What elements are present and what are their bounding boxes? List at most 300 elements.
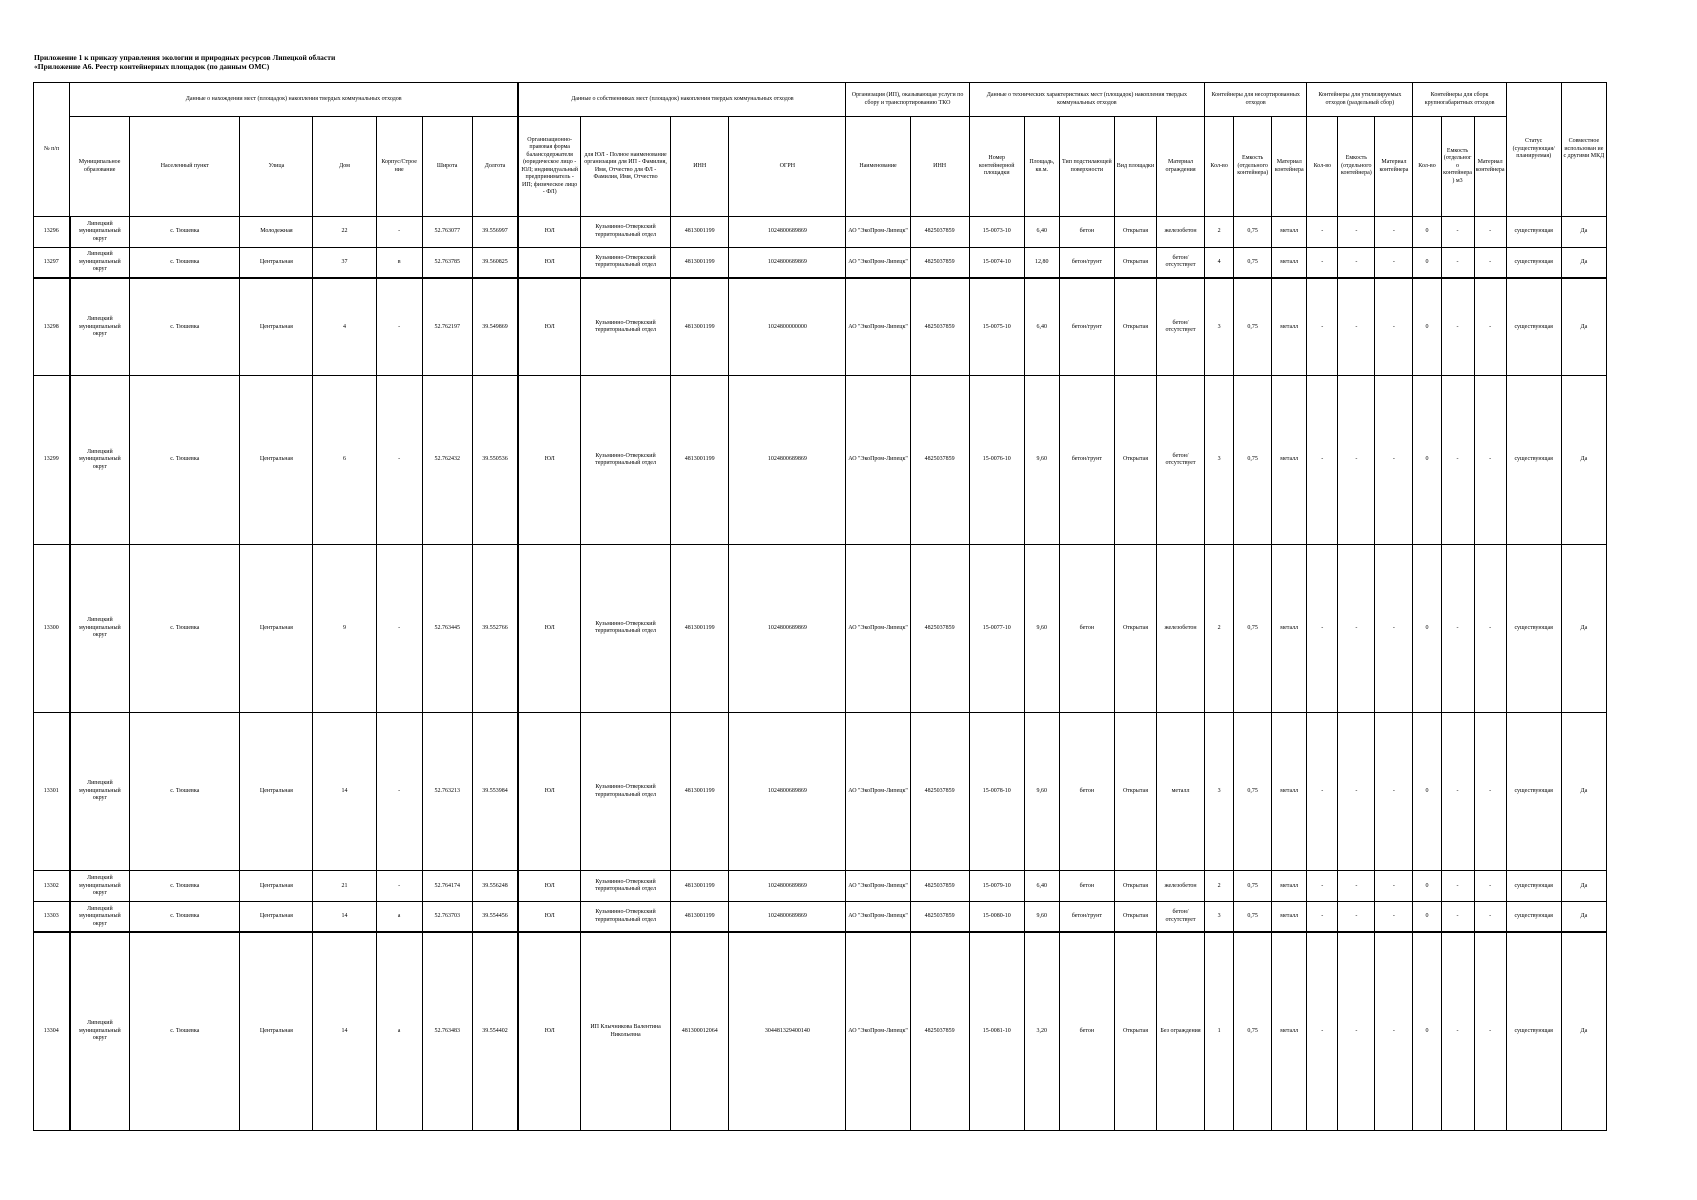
- header-group-bulky: Контейнеры для сборк крупногабаритных отходов: [1413, 83, 1506, 117]
- column-header: Площадь, кв.м.: [1024, 117, 1059, 217]
- cell-m3: -: [1474, 544, 1506, 712]
- cell-m1: металл: [1272, 217, 1307, 248]
- cell-org: АО "ЭкоПром-Липецк": [846, 278, 910, 376]
- cell-c3: -: [1441, 247, 1474, 278]
- cell-status: существующая: [1506, 871, 1561, 902]
- cell-org-inn: 4825037859: [910, 376, 969, 544]
- cell-pad: 15-0080-10: [969, 902, 1024, 933]
- cell-q2: -: [1307, 713, 1338, 871]
- cell-fence: железобетон: [1156, 871, 1204, 902]
- cell-lon: 39.550536: [472, 376, 518, 544]
- cell-m2: -: [1375, 713, 1413, 871]
- cell-ogrn: 1024800689869: [729, 871, 846, 902]
- cell-c2: -: [1338, 932, 1375, 1130]
- table-row: [34, 902, 1607, 933]
- cell-kind: Открытая: [1114, 278, 1156, 376]
- cell-owner: Кузьминно-Отверкский территориальный отдел: [580, 871, 670, 902]
- cell-org: АО "ЭкоПром-Липецк": [846, 247, 910, 278]
- cell-owner: Кузьминно-Отверкский территориальный отдел: [580, 278, 670, 376]
- cell-house: 14: [313, 713, 376, 871]
- header-group-utilized: Контейнеры для утилизируемых отходов (раздельный сбор): [1307, 83, 1413, 117]
- cell-area: 3,20: [1024, 932, 1059, 1130]
- column-header: Номер контейнерной площадки: [969, 117, 1024, 217]
- cell-surface: бетон/грунт: [1059, 247, 1114, 278]
- cell-pad: 15-0077-10: [969, 544, 1024, 712]
- cell-c2: -: [1338, 544, 1375, 712]
- cell-q1: 2: [1205, 871, 1234, 902]
- cell-org: АО "ЭкоПром-Липецк": [846, 713, 910, 871]
- cell-kind: Открытая: [1114, 247, 1156, 278]
- cell-lon: 39.556997: [472, 217, 518, 248]
- cell-q2: -: [1307, 932, 1338, 1130]
- cell-c3: -: [1441, 376, 1474, 544]
- table-row: [34, 932, 1607, 1130]
- cell-area: 9,60: [1024, 376, 1059, 544]
- cell-m3: -: [1474, 247, 1506, 278]
- cell-area: 9,60: [1024, 544, 1059, 712]
- cell-ogrn: 1024800689869: [729, 247, 846, 278]
- header-group-org: Организация (ИП), оказывающая услуги по сбору и транспортированию ТКО: [846, 83, 969, 117]
- cell-form: ЮЛ: [518, 247, 580, 278]
- table-row: [34, 871, 1607, 902]
- cell-lat: 52.763483: [422, 932, 472, 1130]
- cell-org-inn: 4825037859: [910, 932, 969, 1130]
- cell-kind: Открытая: [1114, 376, 1156, 544]
- cell-mo: Липецкий муниципальный округ: [70, 871, 130, 902]
- column-header: ИНН: [910, 117, 969, 217]
- column-header: Муниципальное образование: [70, 117, 130, 217]
- cell-m2: -: [1375, 376, 1413, 544]
- cell-org: АО "ЭкоПром-Липецк": [846, 932, 910, 1130]
- header-group-unsorted: Контейнеры для несортированных отходов: [1205, 83, 1307, 117]
- cell-status: существующая: [1506, 544, 1561, 712]
- cell-lat: 52.763445: [422, 544, 472, 712]
- cell-n: 13302: [34, 871, 70, 902]
- cell-n: 13304: [34, 932, 70, 1130]
- cell-lat: 52.762197: [422, 278, 472, 376]
- header-group-owner: Данные о собственниках мест (площадок) накопления твердых коммунальных отходов: [518, 83, 846, 117]
- header-group-location: Данные о нахождении мест (площадок) накопления твердых коммунальных отходов: [70, 83, 519, 117]
- cell-status: существующая: [1506, 902, 1561, 933]
- cell-owner: Кузьминно-Отверкский территориальный отдел: [580, 217, 670, 248]
- cell-owner: Кузьминно-Отверкский территориальный отдел: [580, 544, 670, 712]
- cell-street: Центральная: [240, 713, 313, 871]
- column-header: Материал контейнера: [1272, 117, 1307, 217]
- cell-q1: 2: [1205, 217, 1234, 248]
- cell-lon: 39.552766: [472, 544, 518, 712]
- cell-ogrn: 1024800689869: [729, 376, 846, 544]
- table-row: [34, 247, 1607, 278]
- cell-m1: металл: [1272, 932, 1307, 1130]
- cell-mo: Липецкий муниципальный округ: [70, 544, 130, 712]
- cell-org: АО "ЭкоПром-Липецк": [846, 544, 910, 712]
- cell-c3: -: [1441, 713, 1474, 871]
- cell-lon: 39.560825: [472, 247, 518, 278]
- cell-pad: 15-0075-10: [969, 278, 1024, 376]
- cell-q1: 2: [1205, 544, 1234, 712]
- cell-c1: 0,75: [1234, 247, 1272, 278]
- cell-org: АО "ЭкоПром-Липецк": [846, 376, 910, 544]
- column-header: Тип подстилающей поверхности: [1059, 117, 1114, 217]
- column-header: Материал контейнера: [1375, 117, 1413, 217]
- cell-np: с. Тюшевка: [130, 217, 240, 248]
- cell-m2: -: [1375, 871, 1413, 902]
- cell-status: существующая: [1506, 217, 1561, 248]
- cell-q3: 0: [1413, 902, 1441, 933]
- cell-org-inn: 4825037859: [910, 871, 969, 902]
- cell-c2: -: [1338, 376, 1375, 544]
- cell-area: 9,60: [1024, 902, 1059, 933]
- column-header: Кол-во: [1307, 117, 1338, 217]
- cell-q1: 1: [1205, 932, 1234, 1130]
- cell-fence: Без ограждения: [1156, 932, 1204, 1130]
- column-header: Кол-во: [1205, 117, 1234, 217]
- cell-c1: 0,75: [1234, 932, 1272, 1130]
- cell-m1: металл: [1272, 871, 1307, 902]
- cell-house: 4: [313, 278, 376, 376]
- header-shared: Совместное использован ие с другими МКД: [1561, 83, 1606, 217]
- cell-c2: -: [1338, 713, 1375, 871]
- cell-form: ЮЛ: [518, 713, 580, 871]
- cell-mo: Липецкий муниципальный округ: [70, 713, 130, 871]
- cell-np: с. Тюшевка: [130, 247, 240, 278]
- cell-pad: 15-0078-10: [969, 713, 1024, 871]
- cell-house: 37: [313, 247, 376, 278]
- cell-street: Центральная: [240, 278, 313, 376]
- cell-c1: 0,75: [1234, 902, 1272, 933]
- cell-shared: Да: [1561, 902, 1606, 933]
- column-header: Вид площадки: [1114, 117, 1156, 217]
- cell-street: Центральная: [240, 247, 313, 278]
- cell-m2: -: [1375, 217, 1413, 248]
- cell-inn: 4813001199: [671, 247, 729, 278]
- cell-m3: -: [1474, 376, 1506, 544]
- cell-street: Центральная: [240, 376, 313, 544]
- cell-pad: 15-0081-10: [969, 932, 1024, 1130]
- cell-np: с. Тюшевка: [130, 902, 240, 933]
- cell-np: с. Тюшевка: [130, 278, 240, 376]
- cell-c3: -: [1441, 217, 1474, 248]
- cell-q1: 3: [1205, 902, 1234, 933]
- cell-c2: -: [1338, 217, 1375, 248]
- cell-korp: -: [376, 713, 422, 871]
- cell-mo: Липецкий муниципальный округ: [70, 376, 130, 544]
- cell-kind: Открытая: [1114, 932, 1156, 1130]
- cell-surface: бетон: [1059, 871, 1114, 902]
- cell-np: с. Тюшевка: [130, 871, 240, 902]
- cell-q3: 0: [1413, 247, 1441, 278]
- cell-inn: 4813001199: [671, 278, 729, 376]
- cell-area: 6,40: [1024, 871, 1059, 902]
- cell-inn: 4813001199: [671, 544, 729, 712]
- cell-inn: 4813001199: [671, 713, 729, 871]
- cell-inn: 4813001199: [671, 871, 729, 902]
- cell-inn: 4813001199: [671, 376, 729, 544]
- cell-q3: 0: [1413, 932, 1441, 1130]
- cell-c2: -: [1338, 902, 1375, 933]
- caption-line-2: «Приложение А6. Реестр контейнерных площадок (по данным ОМС): [34, 62, 270, 71]
- cell-surface: бетон/грунт: [1059, 902, 1114, 933]
- document-caption: [34, 53, 734, 71]
- cell-org: АО "ЭкоПром-Липецк": [846, 902, 910, 933]
- cell-org: АО "ЭкоПром-Липецк": [846, 871, 910, 902]
- cell-m1: металл: [1272, 902, 1307, 933]
- cell-pad: 15-0073-10: [969, 217, 1024, 248]
- cell-n: 13299: [34, 376, 70, 544]
- cell-house: 21: [313, 871, 376, 902]
- cell-mo: Липецкий муниципальный округ: [70, 278, 130, 376]
- table-row: [34, 278, 1607, 376]
- cell-form: ЮЛ: [518, 871, 580, 902]
- column-header: Емкость (отдельного контейнера): [1338, 117, 1375, 217]
- cell-c1: 0,75: [1234, 376, 1272, 544]
- cell-org-inn: 4825037859: [910, 902, 969, 933]
- cell-q3: 0: [1413, 217, 1441, 248]
- cell-c3: -: [1441, 902, 1474, 933]
- cell-org-inn: 4825037859: [910, 713, 969, 871]
- cell-c1: 0,75: [1234, 871, 1272, 902]
- cell-m2: -: [1375, 932, 1413, 1130]
- cell-lat: 52.763785: [422, 247, 472, 278]
- table-row: [34, 376, 1607, 544]
- cell-house: 14: [313, 902, 376, 933]
- cell-q3: 0: [1413, 376, 1441, 544]
- cell-form: ЮЛ: [518, 278, 580, 376]
- cell-form: ЮЛ: [518, 902, 580, 933]
- cell-inn: 4813001199: [671, 217, 729, 248]
- cell-owner: Кузьминно-Отверкский территориальный отдел: [580, 713, 670, 871]
- cell-ogrn: 1024800689869: [729, 217, 846, 248]
- cell-fence: металл: [1156, 713, 1204, 871]
- header-status: Статус (существующая/ планируемая): [1506, 83, 1561, 217]
- cell-np: с. Тюшевка: [130, 376, 240, 544]
- cell-lat: 52.763077: [422, 217, 472, 248]
- cell-q2: -: [1307, 871, 1338, 902]
- column-header: Долгота: [472, 117, 518, 217]
- cell-c3: -: [1441, 932, 1474, 1130]
- cell-status: существующая: [1506, 247, 1561, 278]
- cell-q1: 3: [1205, 713, 1234, 871]
- table-row: [34, 544, 1607, 712]
- cell-form: ЮЛ: [518, 932, 580, 1130]
- cell-surface: бетон: [1059, 544, 1114, 712]
- cell-m3: -: [1474, 278, 1506, 376]
- cell-korp: а: [376, 902, 422, 933]
- cell-form: ЮЛ: [518, 544, 580, 712]
- cell-np: с. Тюшевка: [130, 713, 240, 871]
- cell-q3: 0: [1413, 544, 1441, 712]
- cell-inn: 481300012064: [671, 932, 729, 1130]
- column-header: Широта: [422, 117, 472, 217]
- cell-shared: Да: [1561, 932, 1606, 1130]
- cell-m2: -: [1375, 278, 1413, 376]
- cell-ogrn: 304481329400140: [729, 932, 846, 1130]
- header-group-tech: Данные о технических характеристиках мест (площадок) накопления твердых коммунальных отходов: [969, 83, 1204, 117]
- cell-inn: 4813001199: [671, 902, 729, 933]
- cell-c3: -: [1441, 544, 1474, 712]
- cell-fence: бетон/отсутствует: [1156, 247, 1204, 278]
- cell-street: Центральная: [240, 902, 313, 933]
- cell-fence: бетон/отсутствует: [1156, 376, 1204, 544]
- cell-fence: железобетон: [1156, 217, 1204, 248]
- column-header: Материал контейнера: [1474, 117, 1506, 217]
- cell-area: 6,40: [1024, 217, 1059, 248]
- cell-q3: 0: [1413, 871, 1441, 902]
- cell-c1: 0,75: [1234, 544, 1272, 712]
- cell-street: Центральная: [240, 871, 313, 902]
- cell-shared: Да: [1561, 544, 1606, 712]
- cell-org-inn: 4825037859: [910, 247, 969, 278]
- cell-q1: 4: [1205, 247, 1234, 278]
- cell-q2: -: [1307, 247, 1338, 278]
- cell-korp: -: [376, 278, 422, 376]
- cell-lat: 52.762432: [422, 376, 472, 544]
- cell-m1: металл: [1272, 278, 1307, 376]
- cell-shared: Да: [1561, 871, 1606, 902]
- cell-kind: Открытая: [1114, 871, 1156, 902]
- cell-house: 6: [313, 376, 376, 544]
- cell-c1: 0,75: [1234, 713, 1272, 871]
- cell-m1: металл: [1272, 713, 1307, 871]
- cell-surface: бетон/грунт: [1059, 376, 1114, 544]
- cell-status: существующая: [1506, 278, 1561, 376]
- cell-korp: в: [376, 247, 422, 278]
- cell-org-inn: 4825037859: [910, 278, 969, 376]
- cell-n: 13301: [34, 713, 70, 871]
- cell-c3: -: [1441, 278, 1474, 376]
- column-header: Емкость (отдельного контейнера): [1234, 117, 1272, 217]
- cell-pad: 15-0079-10: [969, 871, 1024, 902]
- cell-m2: -: [1375, 247, 1413, 278]
- table-row: [34, 217, 1607, 248]
- cell-np: с. Тюшевка: [130, 932, 240, 1130]
- cell-lon: 39.554456: [472, 902, 518, 933]
- cell-form: ЮЛ: [518, 217, 580, 248]
- caption-line-1: Приложение 1 к приказу управления экологии и природных ресурсов Липецкой области: [34, 53, 336, 62]
- column-header: Кол-во: [1413, 117, 1441, 217]
- column-header: Организационно-правовая форма балансодержателя (юридическое лицо - ЮЛ; индивидуальный предприниматель - ИП; физическое лицо - ФЛ): [518, 117, 580, 217]
- column-header: для ЮЛ - Полное наименование организации для ИП - Фамилия, Имя, Отчество для ФЛ - Фамилия, Имя, Отчество: [580, 117, 670, 217]
- cell-ogrn: 1024800689869: [729, 713, 846, 871]
- cell-surface: бетон: [1059, 713, 1114, 871]
- cell-q2: -: [1307, 902, 1338, 933]
- cell-lat: 52.763703: [422, 902, 472, 933]
- cell-kind: Открытая: [1114, 544, 1156, 712]
- cell-n: 13296: [34, 217, 70, 248]
- column-header: Дом: [313, 117, 376, 217]
- cell-area: 9,60: [1024, 713, 1059, 871]
- cell-m2: -: [1375, 544, 1413, 712]
- column-header: Наименование: [846, 117, 910, 217]
- cell-m3: -: [1474, 713, 1506, 871]
- cell-shared: Да: [1561, 278, 1606, 376]
- cell-owner: Кузьминно-Отверкский территориальный отдел: [580, 902, 670, 933]
- cell-status: существующая: [1506, 376, 1561, 544]
- cell-mo: Липецкий муниципальный округ: [70, 217, 130, 248]
- cell-pad: 15-0074-10: [969, 247, 1024, 278]
- cell-lat: 52.764174: [422, 871, 472, 902]
- cell-c1: 0,75: [1234, 278, 1272, 376]
- cell-form: ЮЛ: [518, 376, 580, 544]
- cell-fence: бетон/отсутствует: [1156, 902, 1204, 933]
- column-header: Материал ограждения: [1156, 117, 1204, 217]
- cell-m1: металл: [1272, 376, 1307, 544]
- cell-status: существующая: [1506, 713, 1561, 871]
- cell-fence: бетон/отсутствует: [1156, 278, 1204, 376]
- cell-house: 22: [313, 217, 376, 248]
- cell-kind: Открытая: [1114, 217, 1156, 248]
- cell-c1: 0,75: [1234, 217, 1272, 248]
- cell-m3: -: [1474, 902, 1506, 933]
- cell-house: 9: [313, 544, 376, 712]
- cell-pad: 15-0076-10: [969, 376, 1024, 544]
- cell-shared: Да: [1561, 376, 1606, 544]
- cell-shared: Да: [1561, 247, 1606, 278]
- cell-np: с. Тюшевка: [130, 544, 240, 712]
- cell-mo: Липецкий муниципальный округ: [70, 902, 130, 933]
- cell-house: 14: [313, 932, 376, 1130]
- cell-org: АО "ЭкоПром-Липецк": [846, 217, 910, 248]
- cell-c2: -: [1338, 278, 1375, 376]
- cell-ogrn: 1024800689869: [729, 902, 846, 933]
- cell-n: 13300: [34, 544, 70, 712]
- registry-table: [33, 82, 1607, 1131]
- cell-q3: 0: [1413, 278, 1441, 376]
- cell-n: 13297: [34, 247, 70, 278]
- cell-c2: -: [1338, 247, 1375, 278]
- cell-street: Центральная: [240, 544, 313, 712]
- cell-status: существующая: [1506, 932, 1561, 1130]
- cell-mo: Липецкий муниципальный округ: [70, 247, 130, 278]
- column-header: ИНН: [671, 117, 729, 217]
- cell-q2: -: [1307, 278, 1338, 376]
- cell-kind: Открытая: [1114, 713, 1156, 871]
- cell-org-inn: 4825037859: [910, 544, 969, 712]
- cell-surface: бетон/грунт: [1059, 278, 1114, 376]
- header-num: № п/п: [34, 83, 70, 217]
- cell-owner: ИП Клычникова Валентина Никольевна: [580, 932, 670, 1130]
- cell-m3: -: [1474, 217, 1506, 248]
- cell-lon: 39.549869: [472, 278, 518, 376]
- cell-lon: 39.556248: [472, 871, 518, 902]
- cell-area: 12,80: [1024, 247, 1059, 278]
- cell-korp: а: [376, 932, 422, 1130]
- column-header: Населенный пункт: [130, 117, 240, 217]
- cell-ogrn: 1024800000000: [729, 278, 846, 376]
- cell-m3: -: [1474, 932, 1506, 1130]
- cell-q2: -: [1307, 217, 1338, 248]
- cell-q1: 3: [1205, 278, 1234, 376]
- cell-owner: Кузьминно-Отверкский территориальный отдел: [580, 247, 670, 278]
- cell-org-inn: 4825037859: [910, 217, 969, 248]
- cell-q1: 3: [1205, 376, 1234, 544]
- cell-lon: 39.554402: [472, 932, 518, 1130]
- column-header: Улица: [240, 117, 313, 217]
- cell-korp: -: [376, 217, 422, 248]
- column-header: ОГРН: [729, 117, 846, 217]
- cell-c3: -: [1441, 871, 1474, 902]
- cell-area: 6,40: [1024, 278, 1059, 376]
- cell-q2: -: [1307, 544, 1338, 712]
- cell-surface: бетон: [1059, 932, 1114, 1130]
- cell-surface: бетон: [1059, 217, 1114, 248]
- cell-m2: -: [1375, 902, 1413, 933]
- cell-m3: -: [1474, 871, 1506, 902]
- cell-korp: -: [376, 376, 422, 544]
- cell-shared: Да: [1561, 713, 1606, 871]
- cell-lon: 39.553984: [472, 713, 518, 871]
- cell-m1: металл: [1272, 544, 1307, 712]
